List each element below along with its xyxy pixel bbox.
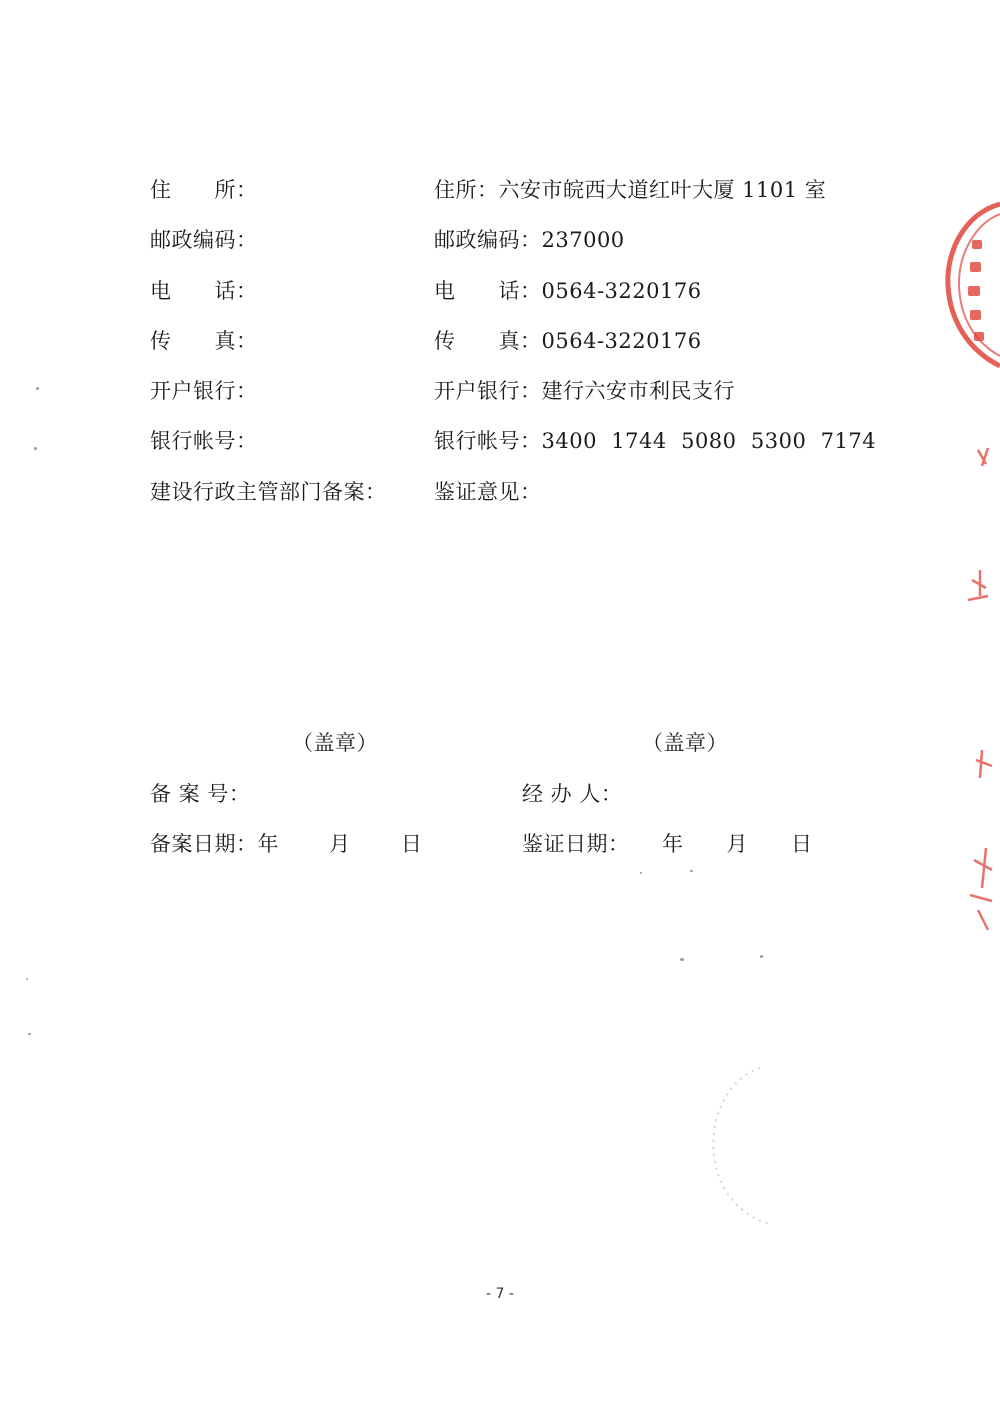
scan-speck — [36, 387, 39, 390]
field-account: 银行帐号：3400 1744 5080 5300 7174 — [434, 429, 877, 453]
filing-date: 备案日期：年 月 日 — [150, 832, 423, 856]
filing-number: 备 案 号： — [150, 782, 251, 806]
label-bank: 开户银行： — [150, 379, 258, 403]
scan-speck — [28, 1033, 31, 1035]
field-fax: 传 真：0564-3220176 — [434, 329, 702, 353]
handler: 经 办 人： — [522, 782, 623, 806]
label-fax: 传 真： — [150, 329, 258, 353]
label-phone: 电 话： — [150, 279, 258, 303]
page-number: - 7 - — [486, 1286, 514, 1302]
seal-label-right: （盖章） — [642, 731, 728, 755]
label-account: 银行帐号： — [150, 429, 258, 453]
field-bank: 开户银行：建行六安市利民支行 — [434, 379, 735, 403]
certification-date: 鉴证日期： 年 月 日 — [522, 832, 813, 856]
red-seal-stamp — [944, 200, 1000, 370]
scan-speck — [680, 958, 684, 961]
label-filing-dept: 建设行政主管部门备案： — [150, 480, 387, 504]
field-postcode: 邮政编码：237000 — [434, 228, 625, 252]
scan-speck — [26, 978, 28, 980]
faded-stamp-remnant — [700, 1060, 810, 1230]
scan-speck — [34, 447, 37, 450]
field-opinion: 鉴证意见： — [434, 480, 542, 504]
field-address: 住所：六安市皖西大道红叶大厦 1101 室 — [434, 178, 827, 202]
scan-speck — [690, 870, 693, 872]
scan-speck — [640, 872, 642, 874]
seal-label-left: （盖章） — [292, 731, 378, 755]
scan-speck — [760, 955, 763, 958]
label-address: 住 所： — [150, 178, 258, 202]
field-phone: 电 话：0564-3220176 — [434, 279, 702, 303]
label-postcode: 邮政编码： — [150, 228, 258, 252]
seam-stamp-fragments — [958, 440, 1000, 940]
